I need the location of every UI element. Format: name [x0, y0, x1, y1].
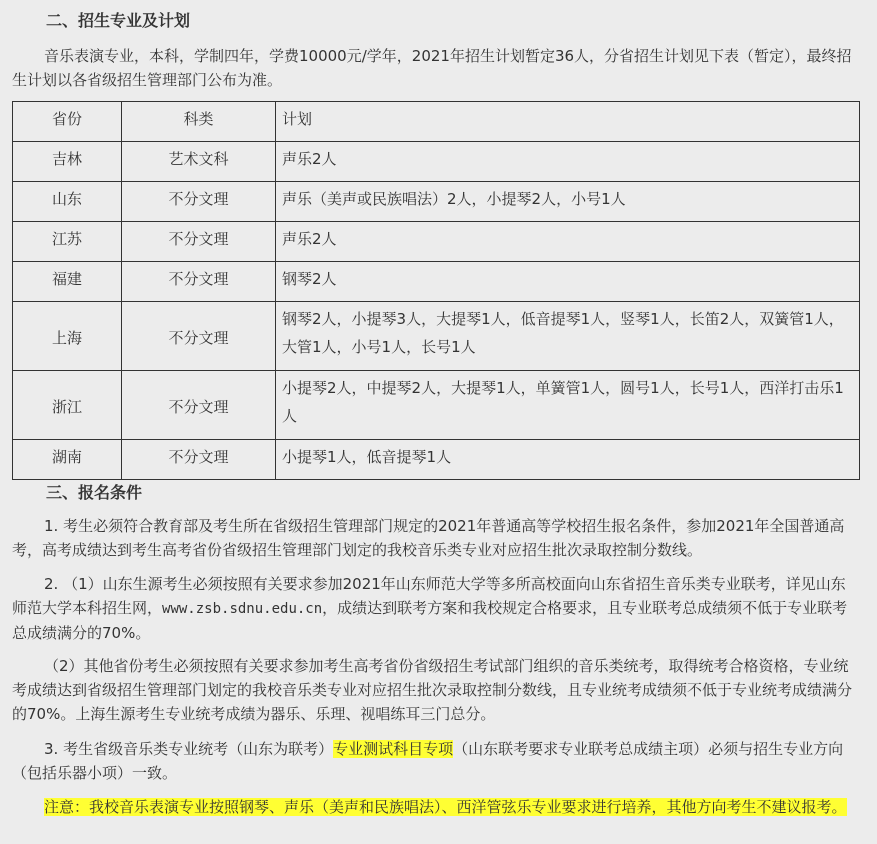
condition-item-3-text: 3. 考生省级音乐类专业统考（山东为联考）	[44, 740, 334, 758]
cell-province: 福建	[13, 262, 122, 302]
condition-item-1: 1. 考生必须符合教育部及考生所在省级招生管理部门规定的2021年普通高等学校招生报名条件，参加2021年全国普通高考，高考成绩达到考生高考省份省级招生管理部门划定的我校音乐类专业对应招生批次录取控制分数线。	[12, 517, 845, 559]
table-row	[13, 302, 860, 371]
notice-paragraph	[12, 795, 860, 819]
section3-heading: 三、报名条件	[46, 483, 143, 502]
highlight-notice: 注意：我校音乐表演专业按照钢琴、声乐（美声和民族唱法）、西洋管弦乐专业要求进行培养，其他方向考生不建议报考。	[44, 798, 847, 816]
enrollment-plan-table	[12, 101, 860, 480]
table-row	[13, 182, 860, 222]
table-row	[13, 440, 860, 480]
cell-province: 湖南	[13, 440, 122, 480]
condition-item-3	[12, 737, 860, 785]
header-category: 科类	[122, 102, 276, 142]
cell-plan: 声乐2人	[276, 142, 860, 182]
cell-plan: 声乐2人	[276, 222, 860, 262]
table-header-row	[13, 102, 860, 142]
condition-item-2b: （2）其他省份考生必须按照有关要求参加考生高考省份省级招生考试部门组织的音乐类统考，取得统考合格资格，专业统考成绩达到省级招生管理部门划定的我校音乐类专业对应招生批次录取控制分数线，且专业统考成绩须不低于专业统考成绩满分的70%。上海生源考生专业统考成绩为器乐、乐理、视唱练耳三门总分。	[12, 657, 853, 723]
section2-intro: 音乐表演专业，本科，学制四年，学费10000元/学年，2021年招生计划暂定36人，分省招生计划见下表（暂定），最终招生计划以各省级招生管理部门公布为准。	[12, 47, 852, 89]
table-row	[13, 262, 860, 302]
cell-category: 不分文理	[122, 182, 276, 222]
highlight-specialty-subject: 专业测试科目专项	[333, 740, 454, 758]
cell-plan: 小提琴2人，中提琴2人，大提琴1人，单簧管1人，圆号1人，长号1人，西洋打击乐1人	[276, 371, 860, 440]
cell-category: 艺术文科	[122, 142, 276, 182]
cell-plan: 声乐（美声或民族唱法）2人，小提琴2人，小号1人	[276, 182, 860, 222]
cell-category: 不分文理	[122, 222, 276, 262]
cell-province: 吉林	[13, 142, 122, 182]
cell-province: 浙江	[13, 371, 122, 440]
cell-category: 不分文理	[122, 440, 276, 480]
table-row	[13, 222, 860, 262]
condition-item-2-text: 2. （1）山东生源考生必须按照有关要求参加2021年山东师范大学等多所高校面向山东省招生音乐类专业联考，详见山东师范大学本科招生网，	[12, 575, 846, 617]
table-row	[13, 371, 860, 440]
condition-item-2	[12, 572, 860, 645]
cell-category: 不分文理	[122, 262, 276, 302]
table-row	[13, 142, 860, 182]
cell-province: 江苏	[13, 222, 122, 262]
cell-category: 不分文理	[122, 302, 276, 371]
cell-plan: 小提琴1人，低音提琴1人	[276, 440, 860, 480]
condition-item-3-text-end: （山东联考要求专业联考总成绩主项）必须与招生专业方向（包括乐器小项）一致。	[12, 740, 844, 782]
admission-website-link[interactable]: www.zsb.sdnu.edu.cn	[162, 601, 323, 617]
header-plan: 计划	[276, 102, 860, 142]
cell-plan: 钢琴2人	[276, 262, 860, 302]
cell-province: 上海	[13, 302, 122, 371]
cell-category: 不分文理	[122, 371, 276, 440]
cell-plan: 钢琴2人，小提琴3人，大提琴1人，低音提琴1人，竖琴1人，长笛2人，双簧管1人，大管1人，小号1人，长号1人	[276, 302, 860, 371]
condition-item-2-text-end: ，成绩达到联考方案和我校规定合格要求，且专业联考总成绩须不低于专业联考总成绩满分的70%。	[12, 599, 848, 642]
cell-province: 山东	[13, 182, 122, 222]
header-province: 省份	[13, 102, 122, 142]
section2-heading: 二、招生专业及计划	[46, 11, 191, 30]
